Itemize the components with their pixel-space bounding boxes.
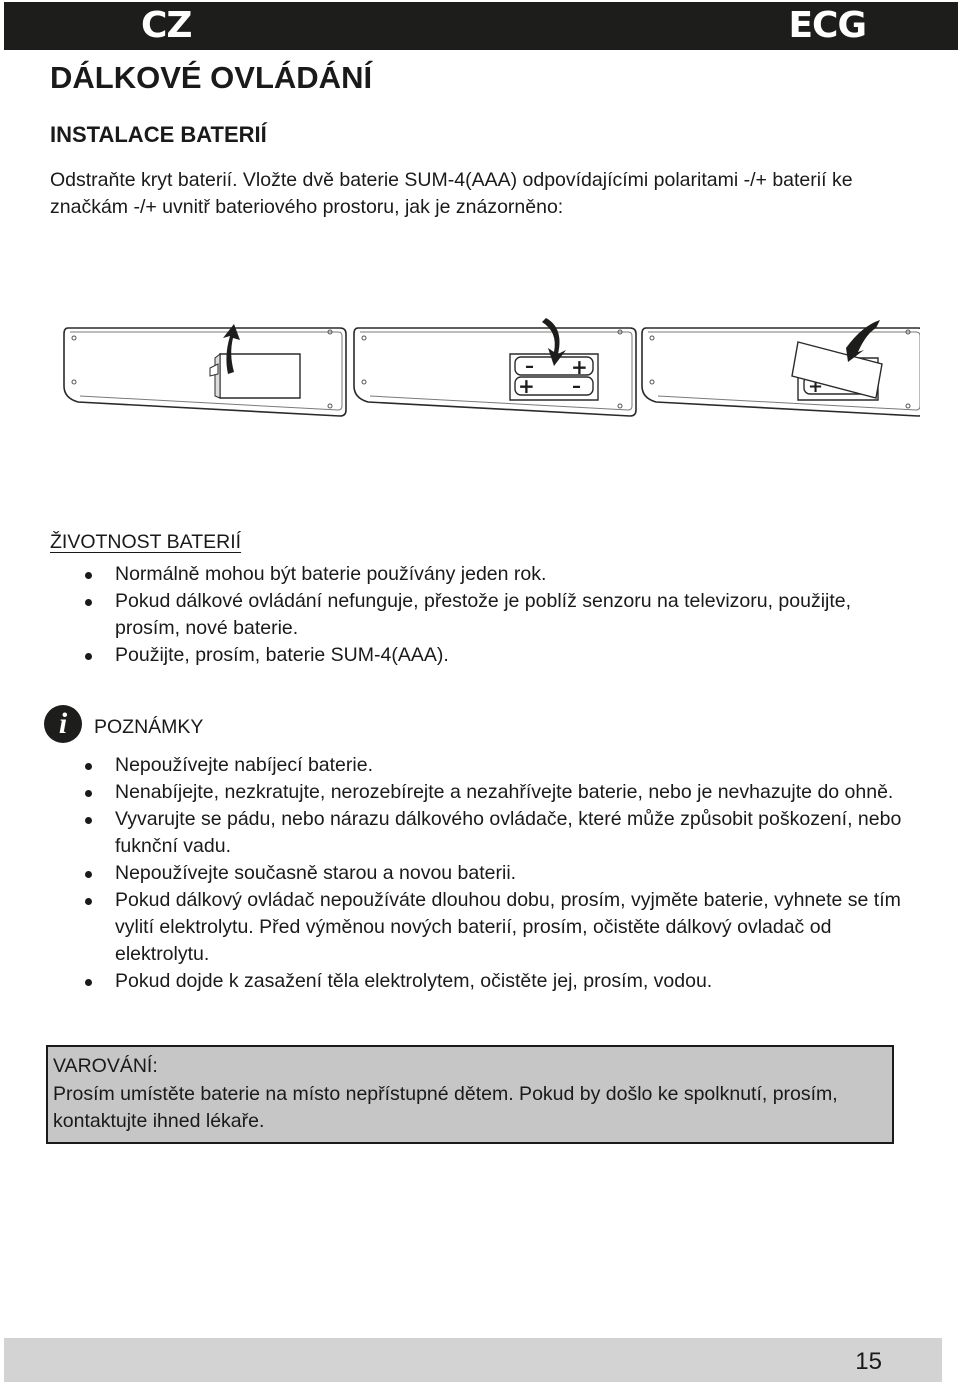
notes-list [115, 752, 915, 995]
remote-step-3 [642, 320, 920, 416]
svg-text:–: – [525, 356, 534, 377]
warning-box [46, 1045, 894, 1144]
notes-heading: POZNÁMKY [94, 716, 204, 738]
remote-step-1 [64, 324, 346, 416]
installation-text: Odstraňte kryt baterií. Vložte dvě baterie SUM-4(AAA) odpovídajícími polaritami -/+ baterií ke značkám -/+ uvnitř bateriového prostoru, jak je znázorněno: [50, 169, 853, 218]
remote-step-2 [354, 318, 636, 416]
battery-life-heading: ŽIVOTNOST BATERIÍ [50, 531, 242, 553]
svg-text:+: + [571, 355, 588, 379]
svg-text:+: + [808, 376, 824, 397]
list-item: Použijte, prosím, baterie SUM-4(AAA). [115, 642, 915, 669]
page-title: DÁLKOVÉ OVLÁDÁNÍ [50, 60, 373, 95]
installation-heading: INSTALACE BATERIÍ [50, 122, 267, 147]
footer-bar [4, 1338, 942, 1382]
info-icon: i [44, 705, 82, 743]
warning-label: VAROVÁNÍ: [53, 1055, 158, 1077]
list-item: Pokud dálkové ovládání nefunguje, přestože je poblíž senzoru na televizoru, použijte, prosím, nové baterie. [115, 588, 915, 642]
list-item: Nepoužívejte současně starou a novou baterii. [115, 860, 915, 887]
header-bar [4, 2, 958, 50]
list-item: Nenabíjejte, nezkratujte, nerozebírejte a nezahřívejte baterie, nebo je nevhazujte do ohně. [115, 779, 915, 806]
battery-installation-illustration [60, 318, 920, 423]
svg-text:+: + [518, 374, 535, 398]
list-item: Nepoužívejte nabíjecí baterie. [115, 752, 915, 779]
svg-text:–: – [572, 376, 581, 397]
brand-logo: ECG [788, 5, 866, 46]
battery-life-list [115, 561, 915, 669]
list-item: Vyvarujte se pádu, nebo nárazu dálkového ovládače, které může způsobit poškození, nebo fuknční vadu. [115, 806, 915, 860]
language-label: CZ [141, 5, 192, 46]
warning-text: Prosím umístěte baterie na místo nepřístupné dětem. Pokud by došlo ke spolknutí, prosím, kontaktujte ihned lékaře. [53, 1083, 838, 1132]
list-item: Pokud dojde k zasažení těla elektrolytem, očistěte jej, prosím, vodou. [115, 968, 915, 995]
page-number: 15 [855, 1348, 882, 1375]
list-item: Normálně mohou být baterie používány jeden rok. [115, 561, 915, 588]
list-item: Pokud dálkový ovládač nepoužíváte dlouhou dobu, prosím, vyjměte baterie, vyhnete se tím vylití elektrolytu. Před výměnou nových baterií, prosím, očistěte dálkový ovladač od elektrolytu. [115, 887, 915, 968]
